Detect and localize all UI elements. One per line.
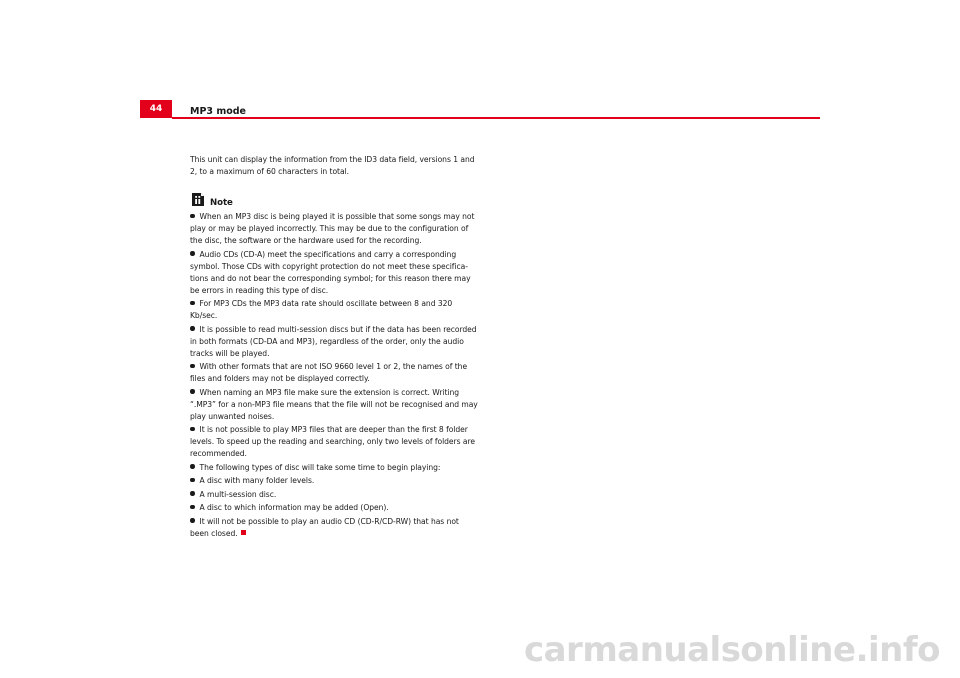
note-list	[190, 211, 478, 540]
note-info-icon	[190, 192, 205, 207]
content-column	[190, 154, 478, 541]
bullet-icon	[190, 364, 195, 369]
bullet-icon	[190, 464, 195, 469]
list-item: A disc to which information may be added (Open).	[190, 502, 478, 514]
bullet-icon	[190, 505, 195, 510]
list-item: With other formats that are not ISO 9660 level 1 or 2, the names of the files and folders may not be displayed correctly.	[190, 362, 468, 383]
list-item: It will not be possible to play an audio CD (CD-R/CD-RW) that has not been closed.	[190, 516, 459, 538]
list-item: When an MP3 disc is being played it is possible that some songs may not play or may be played incorrectly. This may be due to the configuration of the disc, the software or the hardware used for the recording.	[190, 212, 475, 245]
bullet-icon	[190, 491, 195, 496]
list-item: Audio CDs (CD-A) meet the specifications and carry a corresponding symbol. Those CDs with copyright protection do not meet these specifica-tions and do not bear the corresponding symbol; for this reason there may be errors in reading this type of disc.	[190, 249, 471, 295]
section-title: MP3 mode	[190, 106, 247, 117]
bullet-icon	[190, 326, 195, 331]
list-item: It is not possible to play MP3 files that are deeper than the first 8 folder levels. To speed up the reading and searching, only two levels of folders are recommended.	[190, 425, 476, 458]
page-number: 44	[140, 100, 172, 118]
list-item: It is possible to read multi-session discs but if the data has been recorded in both formats (CD-DA and MP3), regardless of the order, only the audio tracks will be played.	[190, 324, 477, 358]
list-item: The following types of disc will take some time to begin playing:	[190, 462, 478, 474]
end-of-section-icon	[241, 530, 246, 535]
bullet-icon	[190, 518, 195, 523]
bullet-icon	[190, 214, 195, 219]
list-item: For MP3 CDs the MP3 data rate should oscillate between 8 and 320 Kb/sec.	[190, 299, 453, 320]
list-item: When naming an MP3 file make sure the extension is correct. Writing “.MP3” for a non-MP3 file means that the file will not be recognised and may play unwanted noises.	[190, 387, 478, 421]
note-title: Note	[210, 198, 233, 208]
list-item: A disc with many folder levels.	[190, 475, 478, 487]
bullet-icon	[190, 251, 195, 256]
intro-paragraph: This unit can display the information from the ID3 data field, versions 1 and 2, to a maximum of 60 characters in total.	[190, 155, 475, 176]
note-header	[190, 190, 478, 209]
list-item: A multi-session disc.	[190, 489, 478, 501]
bullet-icon	[190, 427, 195, 432]
bullet-icon	[190, 478, 195, 483]
header-rule	[172, 117, 820, 119]
watermark: carmanualsonline.info	[523, 630, 940, 670]
bullet-icon	[190, 389, 195, 394]
bullet-icon	[190, 301, 195, 306]
